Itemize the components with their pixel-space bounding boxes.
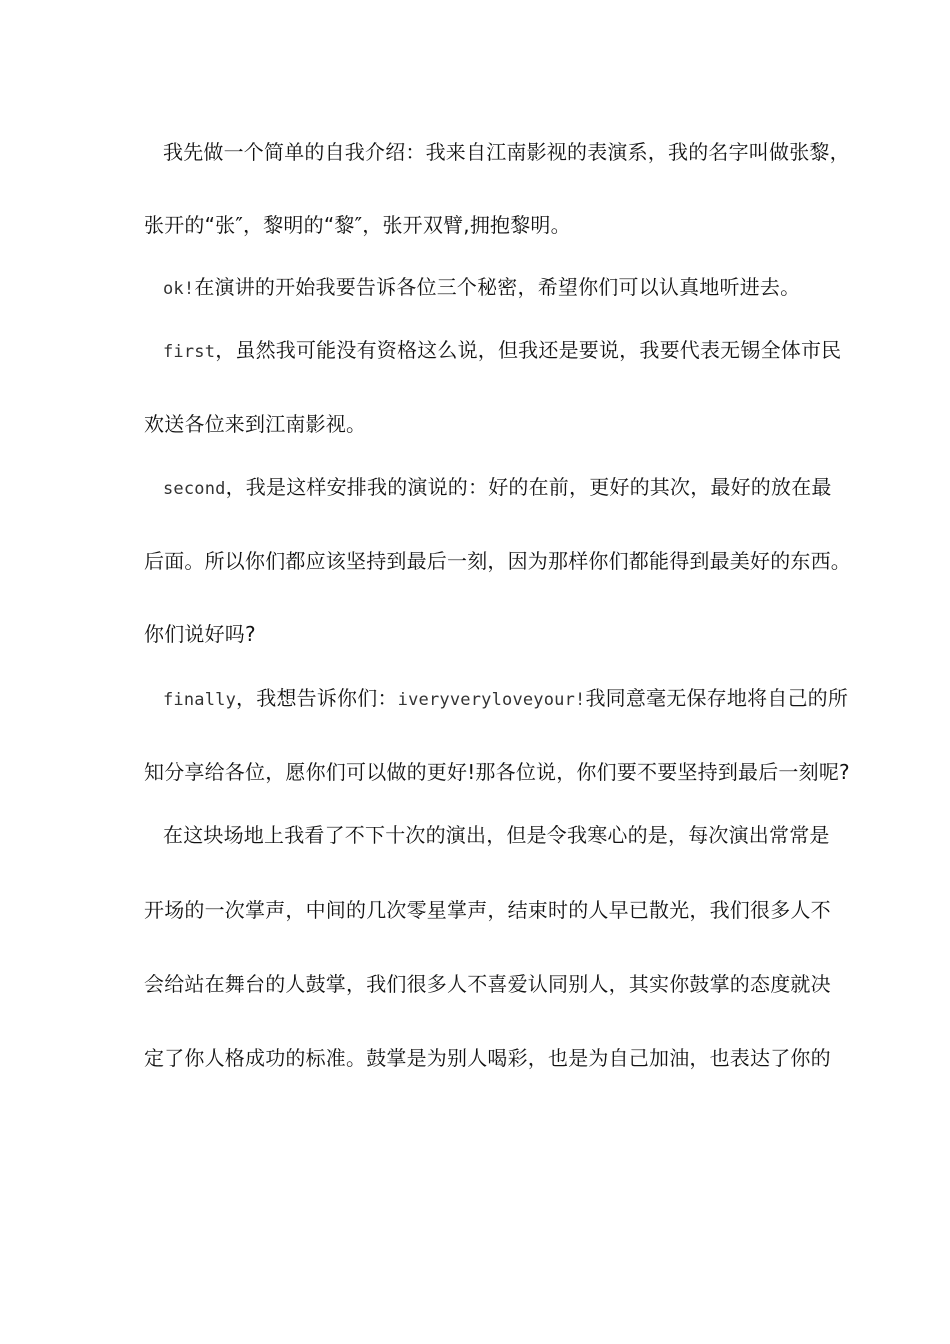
- text-span: ，我是这样安排我的演说的：好的在前，更好的其次，最好的放在最: [225, 475, 832, 499]
- text-line: 我先做一个简单的自我介绍：我来自江南影视的表演系，我的名字叫做张黎，: [163, 140, 850, 164]
- text-line: [163, 685, 853, 713]
- text-line: 张开的“张″，黎明的“黎″，张开双臂,拥抱黎明。: [144, 213, 571, 237]
- text-span: ，我想告诉你们：: [236, 686, 398, 710]
- english-lead: finally: [163, 690, 237, 710]
- english-lead: second: [163, 479, 226, 499]
- text-line: 欢送各位来到江南影视。: [144, 412, 367, 436]
- english-lead: ok!: [163, 279, 195, 299]
- text-line: 在这块场地上我看了不下十次的演出，但是令我寒心的是，每次演出常常是: [163, 823, 830, 847]
- text-line: 开场的一次掌声，中间的几次零星掌声，结束时的人早已散光，我们很多人不: [144, 898, 831, 922]
- english-phrase: iveryveryloveyour!: [397, 690, 586, 710]
- text-line: 会给站在舞台的人鼓掌，我们很多人不喜爱认同别人，其实你鼓掌的态度就决: [144, 972, 831, 996]
- english-lead: first: [163, 342, 216, 362]
- text-line: [163, 274, 853, 302]
- text-line: 你们说好吗?: [144, 622, 256, 646]
- text-line: 定了你人格成功的标准。鼓掌是为别人喝彩，也是为自己加油，也表达了你的: [144, 1046, 831, 1070]
- text-line: 后面。所以你们都应该坚持到最后一刻，因为那样你们都能得到最美好的东西。: [144, 549, 851, 573]
- text-line: [163, 474, 853, 502]
- text-span: ，虽然我可能没有资格这么说，但我还是要说，我要代表无锡全体市民: [215, 338, 842, 362]
- text-span: 我同意毫无保存地将自己的所: [585, 686, 849, 710]
- text-line: [163, 337, 853, 365]
- text-span: 在演讲的开始我要告诉各位三个秘密，希望你们可以认真地听进去。: [194, 275, 801, 299]
- text-line: 知分享给各位，愿你们可以做的更好!那各位说，你们要不要坚持到最后一刻呢?: [144, 760, 850, 784]
